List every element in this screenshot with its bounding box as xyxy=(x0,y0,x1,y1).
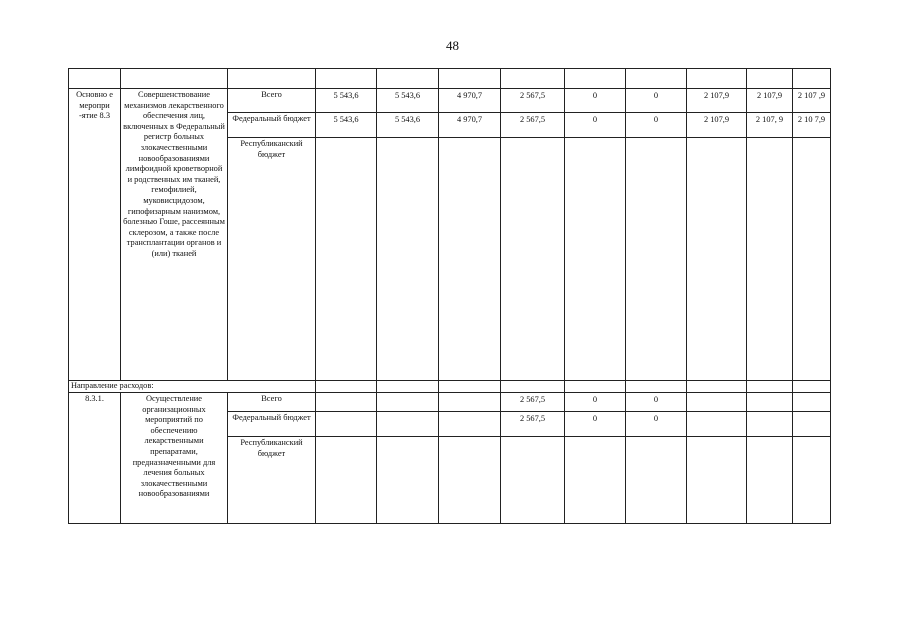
value-cell xyxy=(439,393,501,412)
value-cell xyxy=(687,393,747,412)
value-cell: 2 567,5 xyxy=(501,113,565,138)
value-cell xyxy=(439,138,501,381)
funding-source-cell: Республиканский бюджет xyxy=(228,437,316,524)
value-cell xyxy=(316,393,377,412)
value-cell xyxy=(747,393,793,412)
value-cell xyxy=(687,412,747,437)
value-cell: 2 567,5 xyxy=(501,412,565,437)
value-cell: 0 xyxy=(565,393,626,412)
table-cell xyxy=(793,381,831,393)
table-cell xyxy=(501,381,565,393)
value-cell xyxy=(747,138,793,381)
table-cell xyxy=(69,69,121,89)
table-cell xyxy=(687,69,747,89)
value-cell: 0 xyxy=(626,393,687,412)
value-cell: 0 xyxy=(626,89,687,113)
value-cell: 4 970,7 xyxy=(439,89,501,113)
value-cell: 2 107,9 xyxy=(687,89,747,113)
event-name-cell: Осуществление организационных мероприятий по обеспечению лекарственными препаратами, предназначенными для лечения больных злокачественными новообразованиями xyxy=(121,393,228,524)
value-cell xyxy=(747,437,793,524)
direction-row xyxy=(69,381,831,393)
value-cell: 2 567,5 xyxy=(501,89,565,113)
funding-source-cell: Всего xyxy=(228,393,316,412)
value-cell xyxy=(626,138,687,381)
table-cell xyxy=(377,69,439,89)
page-number: 48 xyxy=(446,38,459,53)
value-cell: 0 xyxy=(626,412,687,437)
table-row xyxy=(69,393,831,412)
value-cell xyxy=(316,412,377,437)
funding-source-cell: Всего xyxy=(228,89,316,113)
value-cell: 5 543,6 xyxy=(316,113,377,138)
value-cell xyxy=(501,437,565,524)
table-cell xyxy=(121,69,228,89)
funding-source-cell: Федеральный бюджет xyxy=(228,412,316,437)
value-cell xyxy=(565,138,626,381)
table-cell xyxy=(439,69,501,89)
value-cell: 5 543,6 xyxy=(316,89,377,113)
value-cell xyxy=(316,138,377,381)
value-cell: 5 543,6 xyxy=(377,89,439,113)
table-cell xyxy=(565,381,626,393)
event-code-cell: Основно е меропри -ятие 8.3 xyxy=(69,89,121,381)
table-cell xyxy=(793,69,831,89)
value-cell xyxy=(747,412,793,437)
value-cell xyxy=(793,393,831,412)
value-cell xyxy=(687,437,747,524)
value-cell xyxy=(793,138,831,381)
table-cell xyxy=(626,69,687,89)
value-cell xyxy=(377,393,439,412)
value-cell: 4 970,7 xyxy=(439,113,501,138)
value-cell xyxy=(626,437,687,524)
value-cell xyxy=(439,437,501,524)
table-cell xyxy=(501,69,565,89)
value-cell xyxy=(377,412,439,437)
table-cell xyxy=(316,69,377,89)
value-cell: 0 xyxy=(626,113,687,138)
direction-label: Направление расходов: xyxy=(69,381,316,393)
value-cell: 2 567,5 xyxy=(501,393,565,412)
event-code-cell: 8.3.1. xyxy=(69,393,121,524)
value-cell xyxy=(793,437,831,524)
value-cell: 2 107 ,9 xyxy=(793,89,831,113)
header-continuation-row xyxy=(69,69,831,89)
table-cell xyxy=(565,69,626,89)
event-name-cell: Совершенствование механизмов лекарственного обеспечения лиц, включенных в Федеральный регистр больных злокачественными новообразованиями лимфоидной кроветворной и родственных им тканей, гемофилией, муковисцидозом, гипофизарным нанизмом, болезнью Гоше, рассеянным склерозом, а также после трансплантации органов и (или) тканей xyxy=(121,89,228,381)
value-cell: 2 10 7,9 xyxy=(793,113,831,138)
value-cell: 0 xyxy=(565,113,626,138)
value-cell xyxy=(316,437,377,524)
funding-source-cell: Федеральный бюджет xyxy=(228,113,316,138)
table-row xyxy=(69,89,831,113)
value-cell xyxy=(377,437,439,524)
value-cell: 5 543,6 xyxy=(377,113,439,138)
table-cell xyxy=(439,381,501,393)
table-cell xyxy=(687,381,747,393)
value-cell: 2 107, 9 xyxy=(747,113,793,138)
budget-table xyxy=(68,68,831,524)
value-cell xyxy=(687,138,747,381)
value-cell xyxy=(439,412,501,437)
value-cell xyxy=(501,138,565,381)
value-cell: 2 107,9 xyxy=(687,113,747,138)
table-cell xyxy=(747,381,793,393)
table-cell xyxy=(316,381,377,393)
table-cell xyxy=(228,69,316,89)
value-cell xyxy=(377,138,439,381)
value-cell: 0 xyxy=(565,89,626,113)
table-cell xyxy=(626,381,687,393)
value-cell: 0 xyxy=(565,412,626,437)
table-cell xyxy=(377,381,439,393)
funding-source-cell: Республиканский бюджет xyxy=(228,138,316,381)
value-cell: 2 107,9 xyxy=(747,89,793,113)
value-cell xyxy=(793,412,831,437)
value-cell xyxy=(565,437,626,524)
table-cell xyxy=(747,69,793,89)
